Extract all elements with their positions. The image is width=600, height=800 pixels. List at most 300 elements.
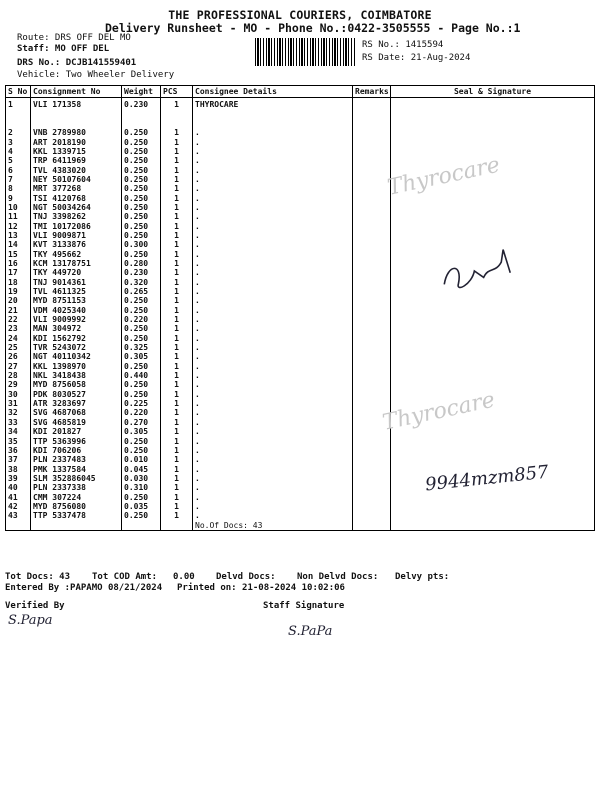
row-consignee: . [193,390,353,399]
row-remarks [353,380,391,389]
row-consignment: TMI 10172086 [31,221,122,230]
row-remarks [353,371,391,380]
row-consignment: NKL 3418438 [31,371,122,380]
row-consignee: . [193,362,353,371]
row-consignment: TTP 5363996 [31,436,122,445]
row-consignment: TVL 4611325 [31,287,122,296]
row-consignee: . [193,408,353,417]
row-sno: 1 [6,98,31,129]
row-seal [391,511,595,520]
row-consignment: KKL 1339715 [31,147,122,156]
row-pcs: 1 [161,268,193,277]
row-remarks [353,249,391,258]
row-consignee: . [193,464,353,473]
table-row [6,492,595,501]
row-consignee: . [193,128,353,137]
row-pcs: 1 [161,371,193,380]
row-consignment: VLI 171358 [31,98,122,129]
footer-cell [31,520,122,531]
row-consignment: TRP 6411969 [31,156,122,165]
row-remarks [353,446,391,455]
row-weight: 0.250 [122,334,161,343]
row-sno: 14 [6,240,31,249]
staff-signature-label: Staff Signature [263,601,345,611]
row-remarks [353,296,391,305]
row-consignment: VDM 4025340 [31,306,122,315]
row-consignee: . [193,231,353,240]
row-consignee: . [193,371,353,380]
row-seal [391,128,595,137]
table-header [6,86,595,98]
vehicle-label: Vehicle: Two Wheeler Delivery [17,70,175,80]
row-consignee: . [193,446,353,455]
row-pcs: 1 [161,418,193,427]
row-consignee: . [193,511,353,520]
row-consignee: . [193,352,353,361]
row-remarks [353,483,391,492]
row-remarks [353,278,391,287]
row-remarks [353,324,391,333]
row-pcs: 1 [161,240,193,249]
row-weight: 0.250 [122,212,161,221]
row-weight: 0.250 [122,128,161,137]
footer-cell [122,520,161,531]
row-consignee: . [193,278,353,287]
row-weight: 0.035 [122,502,161,511]
row-remarks [353,147,391,156]
row-weight: 0.250 [122,193,161,202]
row-consignee: . [193,165,353,174]
row-weight: 0.305 [122,427,161,436]
row-pcs: 1 [161,249,193,258]
row-consignee: . [193,474,353,483]
table-row [6,371,595,380]
row-pcs: 1 [161,343,193,352]
row-consignee: . [193,184,353,193]
row-sno: 16 [6,259,31,268]
row-pcs: 1 [161,231,193,240]
row-remarks [353,231,391,240]
row-consignment: NGT 40110342 [31,352,122,361]
company-name: THE PROFESSIONAL COURIERS, COIMBATORE [168,8,432,22]
row-pcs: 1 [161,511,193,520]
table-row [6,343,595,352]
table-row [6,334,595,343]
row-sno: 8 [6,184,31,193]
row-pcs: 1 [161,296,193,305]
row-remarks [353,193,391,202]
row-weight: 0.225 [122,399,161,408]
verified-by-label: Verified By [5,601,65,611]
row-sno: 25 [6,343,31,352]
row-consignee: . [193,193,353,202]
row-consignment: PLN 2337483 [31,455,122,464]
rs-number: RS No.: 1415594 [362,40,444,50]
row-seal [391,492,595,501]
row-consignment: ATR 3283697 [31,399,122,408]
row-sno: 21 [6,306,31,315]
row-pcs: 1 [161,165,193,174]
row-consignee: . [193,399,353,408]
row-seal [391,231,595,240]
row-weight: 0.220 [122,408,161,417]
table-row [6,231,595,240]
table-row [6,446,595,455]
row-pcs: 1 [161,492,193,501]
row-remarks [353,343,391,352]
row-weight: 0.250 [122,137,161,146]
row-sno: 32 [6,408,31,417]
row-pcs: 1 [161,390,193,399]
row-sno: 26 [6,352,31,361]
row-weight: 0.250 [122,492,161,501]
table-row [6,324,595,333]
row-consignment: TTP 5337478 [31,511,122,520]
row-sno: 5 [6,156,31,165]
row-consignment: TNJ 3398262 [31,212,122,221]
row-sno: 17 [6,268,31,277]
col-consignment: Consignment No [31,86,122,98]
row-consignee: . [193,418,353,427]
row-weight: 0.250 [122,249,161,258]
row-seal [391,137,595,146]
row-sno: 2 [6,128,31,137]
row-consignment: SLM 352886045 [31,474,122,483]
row-weight: 0.300 [122,240,161,249]
row-consignee: . [193,334,353,343]
row-weight: 0.310 [122,483,161,492]
row-remarks [353,287,391,296]
row-weight: 0.270 [122,418,161,427]
table-row [6,455,595,464]
row-remarks [353,306,391,315]
row-sno: 9 [6,193,31,202]
col-remarks: Remarks [353,86,391,98]
table-row [6,212,595,221]
row-remarks [353,399,391,408]
row-sno: 40 [6,483,31,492]
row-consignee: . [193,287,353,296]
table-row [6,128,595,137]
table-row [6,315,595,324]
row-consignment: SVG 4685819 [31,418,122,427]
row-consignment: PMK 1337584 [31,464,122,473]
row-seal [391,98,595,129]
row-pcs: 1 [161,98,193,129]
row-weight: 0.320 [122,278,161,287]
row-pcs: 1 [161,362,193,371]
row-weight: 0.305 [122,352,161,361]
row-consignment: TKY 495662 [31,249,122,258]
row-seal [391,502,595,511]
row-sno: 24 [6,334,31,343]
row-weight: 0.250 [122,175,161,184]
row-pcs: 1 [161,221,193,230]
row-consignee: . [193,306,353,315]
row-remarks [353,212,391,221]
row-pcs: 1 [161,324,193,333]
row-remarks [353,156,391,165]
row-sno: 15 [6,249,31,258]
row-consignment: KDI 201827 [31,427,122,436]
row-remarks [353,436,391,445]
row-consignee: . [193,380,353,389]
row-pcs: 1 [161,455,193,464]
total-cod-label: Tot COD Amt: [92,572,158,582]
row-pcs: 1 [161,380,193,389]
row-pcs: 1 [161,399,193,408]
row-consignment: KDI 1562792 [31,334,122,343]
row-sno: 43 [6,511,31,520]
row-remarks [353,184,391,193]
row-sno: 42 [6,502,31,511]
row-weight: 0.250 [122,380,161,389]
row-weight: 0.230 [122,98,161,129]
row-consignment: TNJ 9014361 [31,278,122,287]
row-consignment: TKY 449720 [31,268,122,277]
row-seal [391,343,595,352]
row-remarks [353,455,391,464]
row-sno: 20 [6,296,31,305]
row-seal [391,352,595,361]
row-sno: 41 [6,492,31,501]
row-remarks [353,128,391,137]
row-consignment: ART 2018190 [31,137,122,146]
runsheet-title: Delivery Runsheet - MO - Phone No.:0422-3505555 - Page No.:1 [105,21,521,35]
row-pcs: 1 [161,212,193,221]
row-consignee: . [193,240,353,249]
verified-signature: S.Papa [8,613,53,628]
row-pcs: 1 [161,474,193,483]
row-sno: 30 [6,390,31,399]
row-sno: 3 [6,137,31,146]
row-remarks [353,98,391,129]
row-pcs: 1 [161,408,193,417]
row-seal [391,306,595,315]
row-sno: 35 [6,436,31,445]
table-row [6,362,595,371]
row-remarks [353,203,391,212]
table-row [6,221,595,230]
row-consignment: KVT 3133876 [31,240,122,249]
row-consignee: . [193,212,353,221]
row-consignee: . [193,324,353,333]
row-remarks [353,474,391,483]
row-sno: 13 [6,231,31,240]
row-weight: 0.250 [122,436,161,445]
row-remarks [353,352,391,361]
row-weight: 0.325 [122,343,161,352]
row-sno: 31 [6,399,31,408]
footer-cell [353,520,391,531]
row-consignment: KKL 1398970 [31,362,122,371]
row-weight: 0.230 [122,268,161,277]
row-sno: 36 [6,446,31,455]
row-pcs: 1 [161,502,193,511]
row-weight: 0.250 [122,221,161,230]
no-of-docs: No.Of Docs: 43 [193,520,353,531]
row-remarks [353,137,391,146]
col-sno: S No [6,86,31,98]
row-consignment: MYD 8751153 [31,296,122,305]
row-consignee: . [193,296,353,305]
row-pcs: 1 [161,306,193,315]
row-consignment: VLI 9009992 [31,315,122,324]
footer-cell [6,520,31,531]
row-sno: 27 [6,362,31,371]
row-seal [391,315,595,324]
row-pcs: 1 [161,483,193,492]
printed-on: Printed on: 21-08-2024 10:02:06 [177,583,345,593]
row-weight: 0.250 [122,390,161,399]
row-pcs: 1 [161,147,193,156]
row-consignment: NGT 50034264 [31,203,122,212]
row-remarks [353,240,391,249]
row-sno: 33 [6,418,31,427]
total-docs: Tot Docs: 43 [5,572,71,582]
row-remarks [353,362,391,371]
row-remarks [353,390,391,399]
row-sno: 38 [6,464,31,473]
row-consignee: . [193,483,353,492]
table-row [6,502,595,511]
row-weight: 0.250 [122,324,161,333]
row-pcs: 1 [161,184,193,193]
row-seal [391,324,595,333]
row-weight: 0.220 [122,315,161,324]
row-consignment: VLI 9009871 [31,231,122,240]
col-weight: Weight [122,86,161,98]
row-consignee: . [193,203,353,212]
row-sno: 29 [6,380,31,389]
row-remarks [353,502,391,511]
row-consignee: . [193,137,353,146]
row-weight: 0.250 [122,165,161,174]
row-consignee: . [193,492,353,501]
entered-by: Entered By :PAPAMO 08/21/2024 [5,583,163,593]
row-pcs: 1 [161,446,193,455]
row-sno: 6 [6,165,31,174]
row-consignee: . [193,221,353,230]
row-consignment: TVR 5243072 [31,343,122,352]
row-weight: 0.250 [122,184,161,193]
row-sno: 19 [6,287,31,296]
table-row [6,511,595,520]
row-pcs: 1 [161,156,193,165]
row-weight: 0.250 [122,446,161,455]
row-remarks [353,165,391,174]
row-weight: 0.010 [122,455,161,464]
row-weight: 0.250 [122,231,161,240]
row-weight: 0.250 [122,362,161,371]
row-consignee: . [193,147,353,156]
row-pcs: 1 [161,334,193,343]
row-consignment: MYD 8756058 [31,380,122,389]
route-label: Route: DRS OFF DEL MO [17,33,131,43]
row-weight: 0.250 [122,296,161,305]
row-remarks [353,464,391,473]
row-pcs: 1 [161,436,193,445]
stamp-text: Thyrocare [380,387,498,436]
row-consignment: PDK 8030527 [31,390,122,399]
row-consignee: . [193,175,353,184]
row-pcs: 1 [161,352,193,361]
row-weight: 0.045 [122,464,161,473]
row-consignment: PLN 2337338 [31,483,122,492]
col-pcs: PCS [161,86,193,98]
col-consignee: Consignee Details [193,86,353,98]
row-weight: 0.250 [122,306,161,315]
table-footer-row [6,520,595,531]
staff-signature: S.PaPa [288,624,333,639]
row-sno: 37 [6,455,31,464]
delivery-points: Delvy pts: [395,572,450,582]
row-sno: 4 [6,147,31,156]
row-consignee: THYROCARE [193,98,353,129]
row-sno: 39 [6,474,31,483]
row-consignment: MYD 8756080 [31,502,122,511]
row-pcs: 1 [161,427,193,436]
row-sno: 7 [6,175,31,184]
row-consignment: MRT 377268 [31,184,122,193]
row-seal [391,371,595,380]
row-seal [391,362,595,371]
row-sno: 10 [6,203,31,212]
row-consignment: TVL 4383020 [31,165,122,174]
row-weight: 0.030 [122,474,161,483]
row-weight: 0.250 [122,511,161,520]
total-cod-value: 0.00 [173,572,195,582]
row-weight: 0.250 [122,147,161,156]
row-pcs: 1 [161,193,193,202]
row-consignment: CMM 307224 [31,492,122,501]
row-weight: 0.280 [122,259,161,268]
table-row [6,306,595,315]
row-pcs: 1 [161,259,193,268]
table-row [6,137,595,146]
stamp-text: Thyrocare [385,152,503,201]
row-pcs: 1 [161,464,193,473]
row-pcs: 1 [161,128,193,137]
row-remarks [353,221,391,230]
row-sno: 23 [6,324,31,333]
row-weight: 0.250 [122,156,161,165]
rs-date: RS Date: 21-Aug-2024 [362,53,471,63]
col-seal: Seal & Signature [391,86,595,98]
row-consignment: MAN 304972 [31,324,122,333]
non-delivered-docs: Non Delvd Docs: [297,572,379,582]
row-consignee: . [193,315,353,324]
row-weight: 0.265 [122,287,161,296]
row-consignee: . [193,268,353,277]
footer-cell [161,520,193,531]
row-consignee: . [193,249,353,258]
row-consignment: SVG 4687068 [31,408,122,417]
drs-number: DRS No.: DCJB141559401 [17,58,137,68]
footer-cell [391,520,595,531]
row-remarks [353,334,391,343]
receiver-number-signature: 9944mzm857 [424,461,550,496]
row-consignee: . [193,436,353,445]
staff-label: Staff: MO OFF DEL [17,44,110,54]
row-remarks [353,511,391,520]
row-sno: 22 [6,315,31,324]
row-consignment: TSI 4120768 [31,193,122,202]
row-pcs: 1 [161,203,193,212]
row-consignment: KDI 706206 [31,446,122,455]
table-row [6,296,595,305]
row-sno: 34 [6,427,31,436]
